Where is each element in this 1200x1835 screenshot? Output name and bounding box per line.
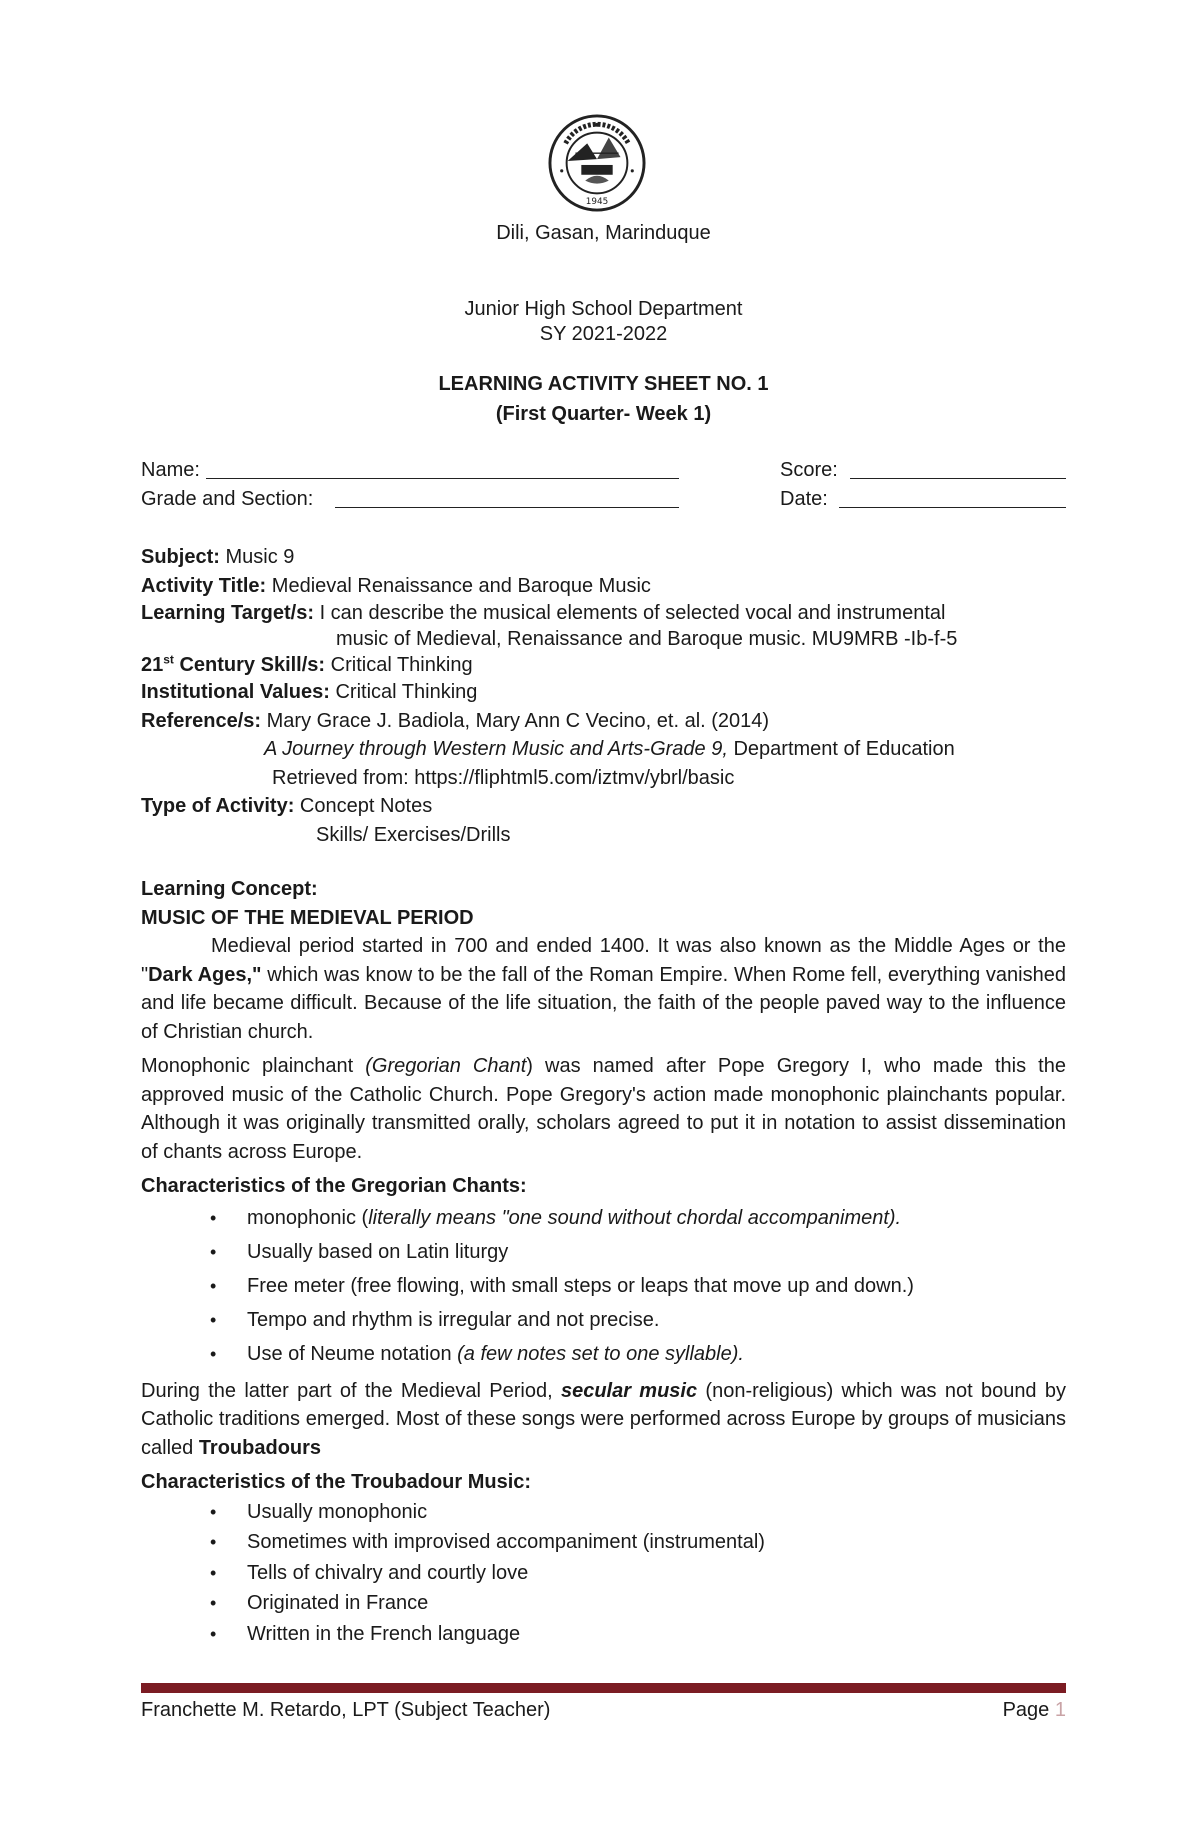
paragraph-secular: During the latter part of the Medieval Period, secular music (non-religious) which was not bound by Catholic traditions emerged. Most of these songs were performed across Europe by groups of musicians called Troubadours [141,1379,1066,1459]
name-label: Name: [141,459,200,481]
name-field[interactable] [206,478,679,479]
list-item: • Sometimes with improvised accompaniment (instrumental) [141,1527,1066,1558]
learning-target-row: Learning Target/s: I can describe the musical elements of selected vocal and instrumental [141,602,946,624]
bullet-icon: • [210,1343,217,1364]
list-item: • Usually based on Latin liturgy [141,1235,1066,1269]
school-address: Dili, Gasan, Marinduque [496,222,711,244]
gregorian-list [141,1201,1066,1371]
troubadour-list [141,1497,1066,1650]
institutional-values-row: Institutional Values: Critical Thinking [141,681,478,703]
section-title: MUSIC OF THE MEDIEVAL PERIOD [141,906,474,929]
quarter-label: (First Quarter- Week 1) [495,403,712,425]
activity-meta [141,543,1066,849]
list-item: • Tempo and rhythm is irregular and not precise. [141,1303,1066,1337]
grade-section-field[interactable] [335,507,679,508]
learning-target-cont: music of Medieval, Renaissance and Baroque music. MU9MRB -Ib-f-5 [336,628,958,650]
bullet-icon: • [210,1241,217,1262]
reference-book: A Journey through Western Music and Arts-Grade 9, Department of Education [264,738,955,760]
page-footer [141,1696,1066,1724]
school-year: SY 2021-2022 [539,323,668,345]
department-block [141,297,1066,347]
activity-title-row: Activity Title: Medieval Renaissance and Baroque Music [141,574,651,597]
page-number: 1 [1054,1699,1066,1721]
reference-url: Retrieved from: https://fliphtml5.com/iztmv/ybrl/basic [272,766,735,789]
list-item: • Tells of chivalry and courtly love [141,1558,1066,1589]
bullet-icon: • [210,1593,217,1613]
department-name: Junior High School Department [464,298,743,320]
activity-type-cont: Skills/ Exercises/Drills [316,823,511,846]
sheet-title-block [141,372,1066,427]
student-info-form [141,458,1066,516]
gregorian-heading: Characteristics of the Gregorian Chants: [141,1175,527,1197]
date-label: Date: [780,488,828,510]
list-item: • Use of Neume notation (a few notes set to one syllable). [141,1337,1066,1371]
learning-concept [141,875,1066,1649]
sheet-title: LEARNING ACTIVITY SHEET NO. 1 [438,373,769,395]
reference-row: Reference/s: Mary Grace J. Badiola, Mary Ann C Vecino, et. al. (2014) [141,709,770,732]
troubadour-heading: Characteristics of the Troubadour Music: [141,1471,532,1493]
svg-text:1945: 1945 [585,197,609,208]
score-field[interactable] [850,478,1066,479]
name-row [141,458,1066,487]
paragraph-gregorian: Monophonic plainchant (Gregorian Chant) was named after Pope Gregory I, who made this the approved music of the Catholic Church. Pope Gregory's action made monophonic plainchants popular. Although it was originally transmitted orally, scholars agreed to put it in notation to assist dissemination of chants across Europe. [141,1055,1066,1163]
bullet-icon: • [210,1623,217,1644]
bullet-icon: • [210,1501,217,1522]
grade-section-label: Grade and Section: [141,488,314,510]
teacher-credit: Franchette M. Retardo, LPT (Subject Teacher) [141,1699,551,1721]
list-item: • Written in the French language [141,1619,1066,1650]
paragraph-medieval: Medieval period started in 700 and ended 1400. It was also known as the Middle Ages or the "Dark Ages," which was know to be the fall of the Roman Empire. When Rome fell, everything vanished and life became difficult. Because of the life situation, the faith of the people paved way to the influence of Christian church. [141,935,1066,1043]
school-seal-logo [548,114,646,212]
list-item: • Free meter (free flowing, with small steps or leaps that move up and down.) [141,1269,1066,1303]
bullet-icon: • [210,1207,217,1228]
bullet-icon: • [210,1532,217,1552]
list-item: • Usually monophonic [141,1497,1066,1528]
page-indicator: Page 1 [1002,1699,1066,1721]
date-field[interactable] [839,507,1066,508]
bullet-icon: • [210,1309,217,1330]
score-label: Score: [780,459,838,481]
activity-type-row: Type of Activity: Concept Notes [141,795,433,817]
century-skill-row: 21st Century Skill/s: Critical Thinking [141,652,473,676]
list-item: • monophonic (literally means "one sound without chordal accompaniment). [141,1201,1066,1235]
bullet-icon: • [210,1562,217,1583]
grade-row [141,487,1066,516]
list-item: • Originated in France [141,1588,1066,1619]
footer-accent-bar [141,1683,1066,1693]
concept-label: Learning Concept: [141,878,318,900]
subject-row: Subject: Music 9 [141,546,295,568]
bullet-icon: • [210,1275,217,1296]
